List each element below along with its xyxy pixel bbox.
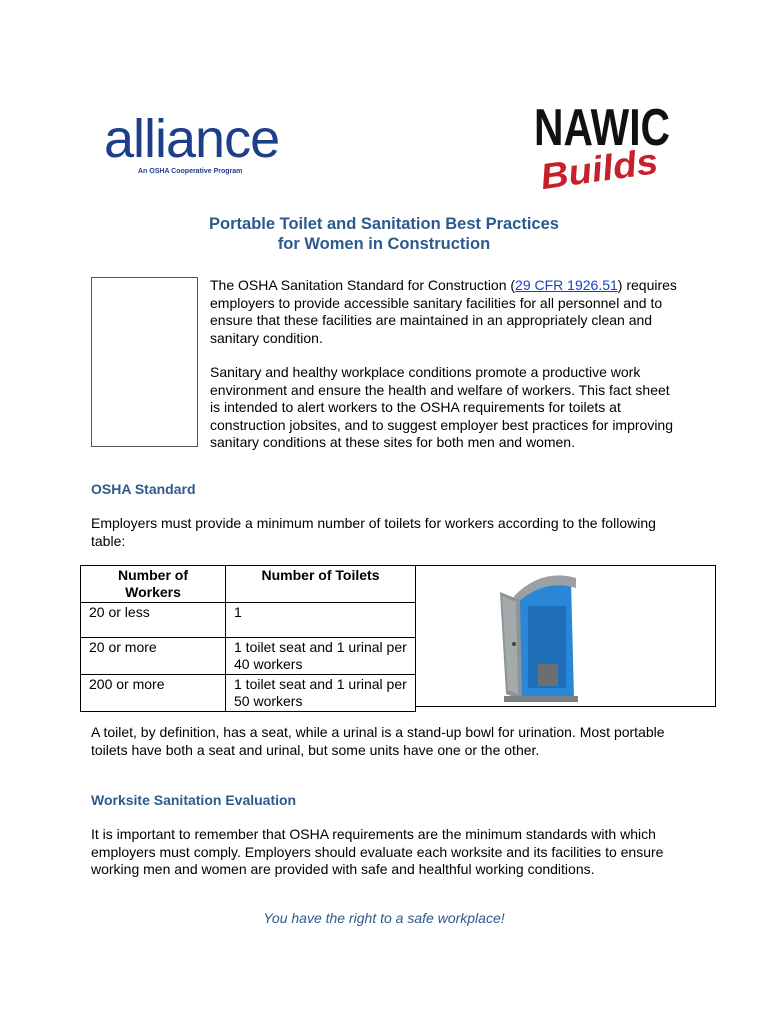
image-placeholder — [91, 277, 198, 447]
nawic-builds-logo — [530, 93, 675, 198]
toilet-requirements-table — [80, 565, 416, 712]
table-cell: 20 or more — [81, 638, 226, 675]
osha-standard-heading: OSHA Standard — [91, 481, 196, 497]
page-title — [0, 214, 768, 254]
portable-toilet-image — [416, 566, 716, 708]
table-cell: 200 or more — [81, 675, 226, 712]
alliance-tagline: An OSHA Cooperative Program — [138, 168, 243, 175]
table-cell: 20 or less — [81, 603, 226, 638]
nawic-logo-line1: NAWIC — [534, 99, 670, 157]
table-cell: 1 toilet seat and 1 urinal per 50 workers — [226, 675, 416, 712]
alliance-logo — [104, 109, 304, 182]
nawic-logo-graphic — [530, 93, 675, 198]
table-header-workers: Number of Workers — [81, 566, 226, 603]
intro-text-before-link: The OSHA Sanitation Standard for Construction ( — [210, 277, 516, 293]
table-header-toilets: Number of Toilets — [226, 566, 416, 603]
intro-paragraph-2: Sanitary and healthy workplace conditions promote a productive work environment and ensure the health and welfare of workers. This fact sheet is intended to alert workers to the OSHA requirements for toilets at construction jobsites, and to suggest employer best practices for improving sanitary conditions at these sites for both men and women. — [210, 364, 674, 450]
toilet-definition-text: A toilet, by definition, has a seat, while a urinal is a stand-up bowl for urination. Most portable toilets have both a seat and urinal, but some units have one or the other. — [91, 724, 665, 758]
cfr-link[interactable]: 29 CFR 1926.51 — [515, 277, 618, 293]
alliance-wordmark: alliance — [104, 109, 280, 169]
intro-section — [210, 277, 680, 452]
table-row — [81, 675, 416, 712]
table-cell: 1 — [226, 603, 416, 638]
worksite-evaluation-text: It is important to remember that OSHA requirements are the minimum standards with which employers must comply. Employers should evaluate each worksite and its facilities to ensure working men and women are provided with safe and healthful working conditions. — [91, 826, 664, 877]
intro-text-after-link: ) requires employers to provide accessible sanitary facilities for all personnel and to ensure that these facilities are maintained in an appropriately clean and sanitary condition. — [210, 277, 677, 346]
closing-statement: You have the right to a safe workplace! — [263, 910, 505, 926]
portable-toilet-photo-cell — [416, 565, 716, 707]
intro-paragraph-1 — [210, 277, 680, 347]
table-cell: 1 toilet seat and 1 urinal per 40 workers — [226, 638, 416, 675]
table-header-row — [81, 566, 416, 603]
worksite-evaluation-heading: Worksite Sanitation Evaluation — [91, 792, 297, 808]
nawic-logo-line2: Builds — [537, 141, 653, 198]
title-line-1: Portable Toilet and Sanitation Best Practices — [209, 215, 559, 233]
table-row — [81, 638, 416, 675]
title-line-2: for Women in Construction — [277, 235, 491, 253]
osha-standard-text: Employers must provide a minimum number of toilets for workers according to the following table: — [91, 515, 656, 549]
table-row — [81, 603, 416, 638]
